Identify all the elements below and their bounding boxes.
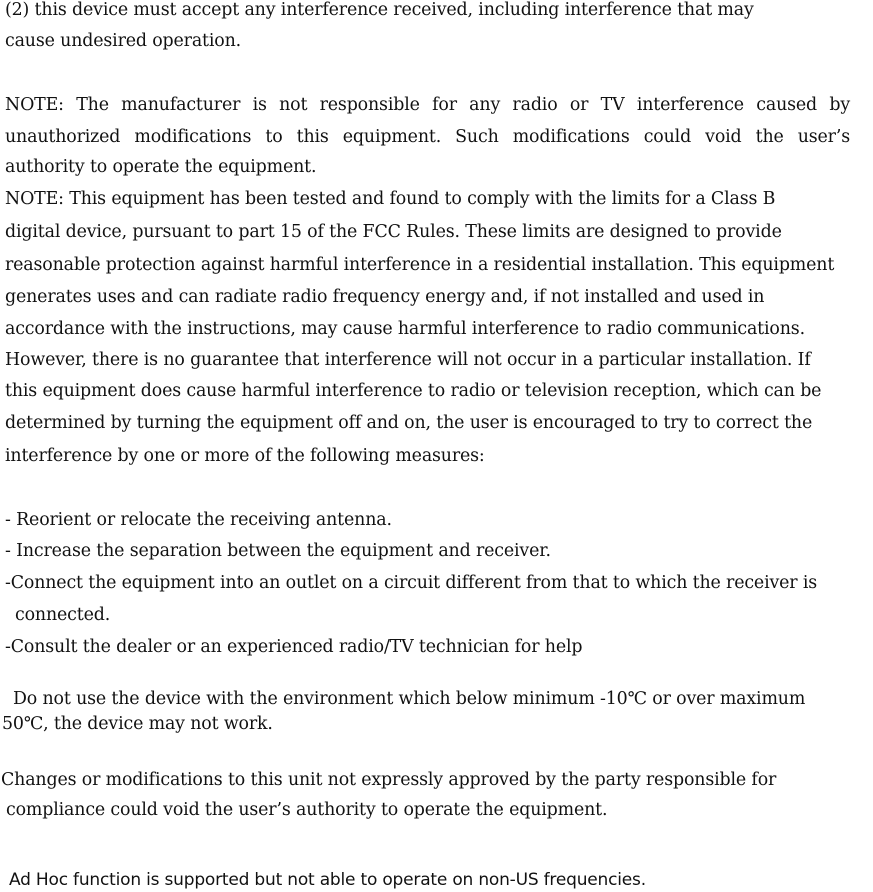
adhoc-note: Ad Hoc function is supported but not able to operate on non-US frequencies. bbox=[9, 870, 646, 890]
text-line: NOTE: This equipment has been tested and found to comply with the limits for a Class B bbox=[5, 189, 776, 209]
text-line: 50℃, the device may not work. bbox=[2, 714, 273, 734]
text-line: However, there is no guarantee that interference will not occur in a particular installation. If bbox=[5, 350, 811, 370]
text-line: compliance could void the user’s authority to operate the equipment. bbox=[6, 800, 608, 820]
list-item: - Increase the separation between the equipment and receiver. bbox=[5, 541, 551, 561]
text-line: Do not use the device with the environment which below minimum -10℃ or over maximum bbox=[13, 689, 806, 709]
list-item: - Reorient or relocate the receiving antenna. bbox=[5, 510, 392, 530]
text-line: this equipment does cause harmful interference to radio or television reception, which can be bbox=[5, 381, 822, 401]
text-line: determined by turning the equipment off and on, the user is encouraged to try to correct the bbox=[5, 413, 813, 433]
text-line: unauthorized modifications to this equipment. Such modifications could void the user’s bbox=[5, 127, 850, 147]
text-line: Changes or modifications to this unit not expressly approved by the party responsible for bbox=[1, 770, 777, 790]
text-line: cause undesired operation. bbox=[5, 31, 242, 51]
list-item: -Consult the dealer or an experienced radio/TV technician for help bbox=[5, 637, 583, 657]
list-item: -Connect the equipment into an outlet on a circuit different from that to which the receiver is bbox=[5, 573, 818, 593]
text-line: NOTE: The manufacturer is not responsible for any radio or TV interference caused by bbox=[5, 95, 850, 115]
list-item: connected. bbox=[15, 605, 111, 625]
text-line: digital device, pursuant to part 15 of the FCC Rules. These limits are designed to provide bbox=[5, 222, 782, 242]
text-line: generates uses and can radiate radio frequency energy and, if not installed and used in bbox=[5, 287, 765, 307]
text-line: interference by one or more of the following measures: bbox=[5, 446, 485, 466]
text-line: (2) this device must accept any interference received, including interference that may bbox=[5, 0, 754, 20]
text-line: accordance with the instructions, may cause harmful interference to radio communications. bbox=[5, 319, 805, 339]
text-line: authority to operate the equipment. bbox=[5, 157, 317, 177]
text-line: reasonable protection against harmful interference in a residential installation. This equipment bbox=[5, 255, 835, 275]
